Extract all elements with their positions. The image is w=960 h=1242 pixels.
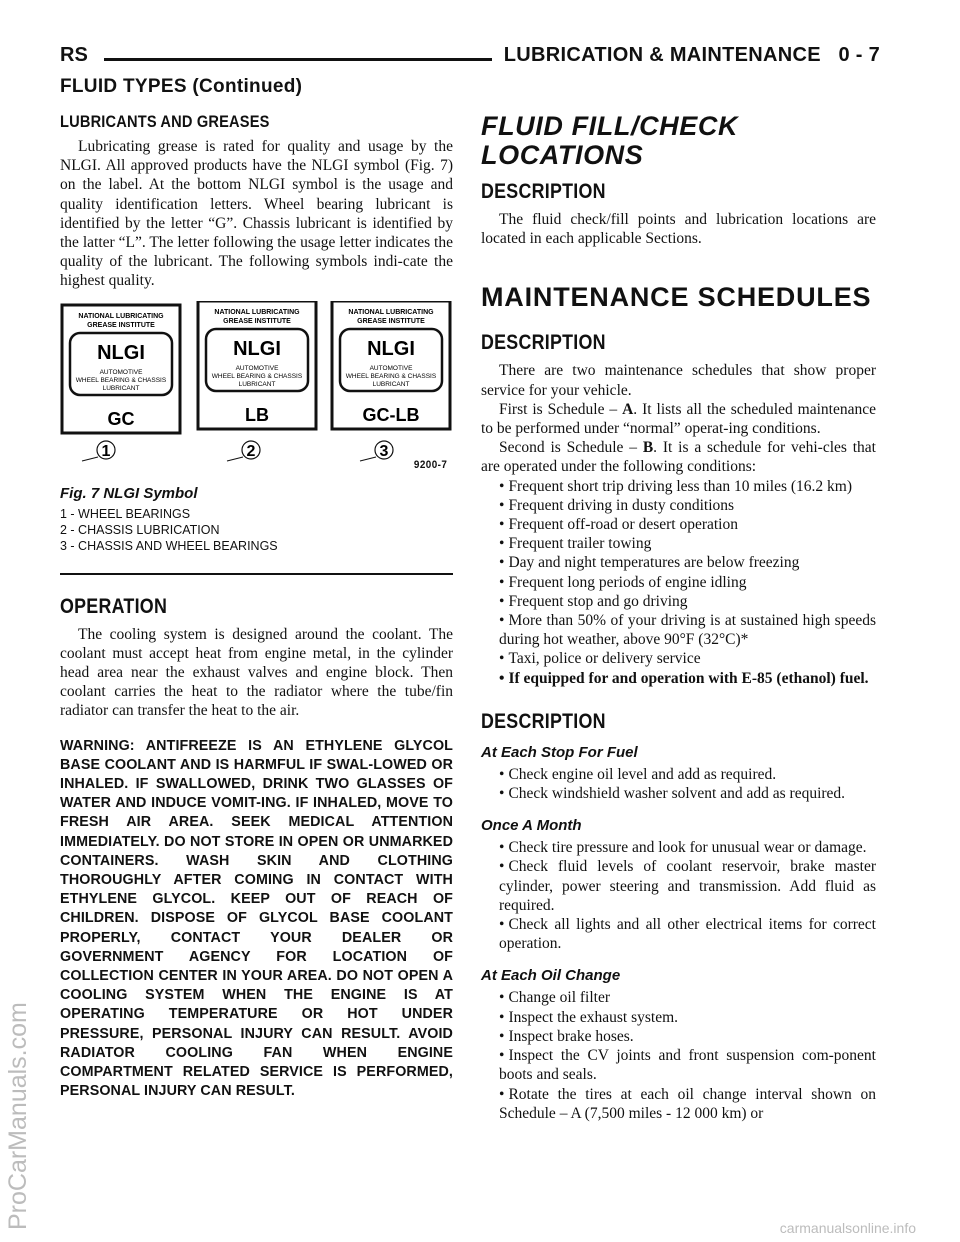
callout-number: 3 xyxy=(379,442,389,460)
callout-number: 2 xyxy=(246,442,256,460)
condition-item: • Frequent long periods of engine idling xyxy=(481,573,876,592)
fuel-stop-heading: At Each Stop For Fuel xyxy=(481,743,638,761)
institute-text: NATIONAL LUBRICATING xyxy=(78,312,164,320)
code-gc: GC xyxy=(107,408,135,429)
oil-item: • Inspect the exhaust system. xyxy=(481,1008,876,1027)
monthly-item: • Check all lights and all other electrical items for correct operation. xyxy=(481,915,876,953)
watermark: ProCarManuals.com xyxy=(4,1002,32,1230)
callout-number: 1 xyxy=(101,442,111,460)
schedule-a-post: . It lists all the scheduled maintenance to be performed under “normal” operat-ing conditions. xyxy=(481,400,876,438)
description-heading-1: DESCRIPTION xyxy=(481,180,606,203)
nlgi-logo-text: NLGI xyxy=(367,337,415,360)
condition-item: • Day and night temperatures are below freezing xyxy=(481,553,876,572)
description-heading-2: DESCRIPTION xyxy=(481,331,606,355)
schedule-b-text xyxy=(481,438,876,476)
institute-text: NATIONAL LUBRICATING xyxy=(214,308,300,316)
fluid-fill-heading xyxy=(481,112,876,170)
institute-text-2: GREASE INSTITUTE xyxy=(357,317,425,325)
schedule-b-post: . It is a schedule for vehi-cles that are operated under the following conditions: xyxy=(481,439,876,476)
code-lb: LB xyxy=(245,404,269,425)
schedule-b-letter: B xyxy=(642,439,654,457)
monthly-heading: Once A Month xyxy=(481,817,582,835)
legend-item-1: 1 - WHEEL BEARINGS xyxy=(60,506,191,521)
nlgi-symbol-1 xyxy=(62,305,180,433)
header-title-text: LUBRICATION & MAINTENANCE xyxy=(503,44,821,66)
oil-item: • Rotate the tires at each oil change interval shown on Schedule – A (7,500 miles - 12 000 km) or xyxy=(481,1085,876,1123)
nlgi-logo-text: NLGI xyxy=(97,341,145,364)
fluid-fill-heading-line1: FLUID FILL/CHECK xyxy=(481,111,739,141)
callout-2 xyxy=(227,441,260,461)
condition-item: • Frequent trailer towing xyxy=(481,534,876,553)
fuel-item: • Check engine oil level and add as required. xyxy=(481,765,876,784)
condition-item: • Taxi, police or delivery service xyxy=(481,649,876,668)
subtitle-3: LUBRICANT xyxy=(238,380,276,388)
institute-text-2: GREASE INSTITUTE xyxy=(87,321,155,329)
subtitle-2: WHEEL BEARING & CHASSIS xyxy=(75,376,167,384)
oil-item: • Change oil filter xyxy=(481,988,876,1007)
subtitle-1: AUTOMOTIVE xyxy=(369,364,413,372)
maintenance-schedules-heading: MAINTENANCE SCHEDULES xyxy=(481,282,872,313)
callout-1 xyxy=(82,441,115,461)
lubricants-heading: LUBRICANTS AND GREASES xyxy=(60,112,270,131)
fuel-item: • Check windshield washer solvent and add as required. xyxy=(481,784,876,803)
subtitle-3: LUBRICANT xyxy=(102,384,140,392)
condition-item: • More than 50% of your driving is at sustained high speeds during hot weather, above 90°F (32°C)* xyxy=(481,611,876,649)
nlgi-symbol-2 xyxy=(198,301,316,429)
section-id: RS xyxy=(60,44,88,66)
description-heading-3: DESCRIPTION xyxy=(481,709,606,733)
figure-code: 9200-7 xyxy=(413,458,448,471)
subtitle-2: WHEEL BEARING & CHASSIS xyxy=(345,372,437,380)
lubricants-text: Lubricating grease is rated for quality and usage by the NLGI. All approved products have the NLGI symbol (Fig. 7) on the label. At the bottom NLGI symbol is the usage and quality identification letters. Wheel bearing lubricant is identified by the letter “G”. Chassis lubricant is identified by the latter “L”. The letter following the usage letter indicates the quality of the lubricant. The following symbols indi-cate the highest quality. xyxy=(60,138,453,290)
page-number: 0 - 7 xyxy=(838,44,880,66)
code-gc-lb: GC-LB xyxy=(362,404,420,425)
header-title xyxy=(504,44,880,67)
schedule-b-pre: Second is Schedule – xyxy=(499,439,643,457)
nlgi-figure xyxy=(60,301,453,575)
institute-text: NATIONAL LUBRICATING xyxy=(348,308,434,316)
subtitle-2: WHEEL BEARING & CHASSIS xyxy=(211,372,303,380)
right-column xyxy=(481,112,876,1123)
legend-item-3: 3 - CHASSIS AND WHEEL BEARINGS xyxy=(60,538,278,553)
schedule-a-letter: A xyxy=(622,400,634,418)
left-column xyxy=(60,112,453,1102)
schedule-intro: There are two maintenance schedules that show proper service for your vehicle. xyxy=(481,362,876,399)
nlgi-symbol-3 xyxy=(332,301,450,429)
oil-item: • Inspect the CV joints and front suspension com-ponent boots and seals. xyxy=(481,1046,876,1084)
condition-item: • Frequent short trip driving less than 10 miles (16.2 km) xyxy=(481,477,876,496)
callout-3 xyxy=(360,441,393,461)
oil-item: • Inspect brake hoses. xyxy=(481,1027,876,1046)
fill-text: The fluid check/fill points and lubrication locations are located in each applicable Sections. xyxy=(481,211,876,248)
subtitle-3: LUBRICANT xyxy=(372,380,410,388)
schedule-a-pre: First is Schedule – xyxy=(499,400,623,418)
monthly-item: • Check fluid levels of coolant reservoir, brake master cylinder, power steering and transmission. Add fluid as required. xyxy=(481,857,876,915)
subtitle-1: AUTOMOTIVE xyxy=(99,368,143,376)
monthly-item: • Check tire pressure and look for unusual wear or damage. xyxy=(481,838,876,857)
legend-item-2: 2 - CHASSIS LUBRICATION xyxy=(60,522,220,537)
warning-text: WARNING: ANTIFREEZE IS AN ETHYLENE GLYCOL BASE COOLANT AND IS HARMFUL IF SWAL-LOWED OR INHALED. IF SWALLOWED, DRINK TWO GLASSES OF WATER AND INDUCE VOMIT-ING. IF INHALED, MOVE TO FRESH AIR AREA. SEEK MEDICAL ATTENTION IMMEDIATELY. DO NOT STORE IN OPEN OR UNMARKED CONTAINERS. WASH SKIN AND CLOTHING THOROUGHLY AFTER COMING IN CONTACT WITH ETHYLENE GLYCOL. KEEP OUT OF REACH OF CHILDREN. DISPOSE OF GLYCOL BASE COOLANT PROPERLY, CONTACT YOUR DEALER OR GOVERNMENT AGENCY FOR LOCATION OF COLLECTION CENTER IN YOUR AREA. DO NOT OPEN A COOLING SYSTEM WHEN THE ENGINE IS AT OPERATING TEMPERATURE OR HOT UNDER PRESSURE, PERSONAL INJURY CAN RESULT. AVOID RADIATOR COOLING FAN WHEN ENGINE COMPARTMENT RELATED SERVICE IS PERFORMED, PERSONAL INJURY CAN RESULT. xyxy=(60,737,453,1100)
nlgi-logo-text: NLGI xyxy=(233,337,281,360)
fluid-fill-heading-line2: LOCATIONS xyxy=(481,140,644,170)
condition-item: • Frequent stop and go driving xyxy=(481,592,876,611)
footer-link[interactable]: carmanualsonline.info xyxy=(779,1220,916,1236)
page-header xyxy=(60,44,880,74)
institute-text-2: GREASE INSTITUTE xyxy=(223,317,291,325)
operation-heading: OPERATION xyxy=(60,594,168,618)
header-rule xyxy=(104,58,492,61)
continued-heading: FLUID TYPES (Continued) xyxy=(60,76,303,97)
condition-item-e85: • If equipped for and operation with E-85 (ethanol) fuel. xyxy=(481,669,876,688)
operation-text: The cooling system is designed around the coolant. The coolant must accept heat from engine metal, in the cylinder head area near the exhaust valves and engine block. Then coolant carries the heat to the radiator where the tube/fin radiator can transfer the heat to the air. xyxy=(60,625,453,720)
subtitle-1: AUTOMOTIVE xyxy=(235,364,279,372)
oil-change-heading: At Each Oil Change xyxy=(481,967,621,985)
condition-item: • Frequent driving in dusty conditions xyxy=(481,496,876,515)
schedule-a-text xyxy=(481,400,876,438)
figure-caption: Fig. 7 NLGI Symbol xyxy=(60,484,198,502)
condition-item: • Frequent off-road or desert operation xyxy=(481,515,876,534)
